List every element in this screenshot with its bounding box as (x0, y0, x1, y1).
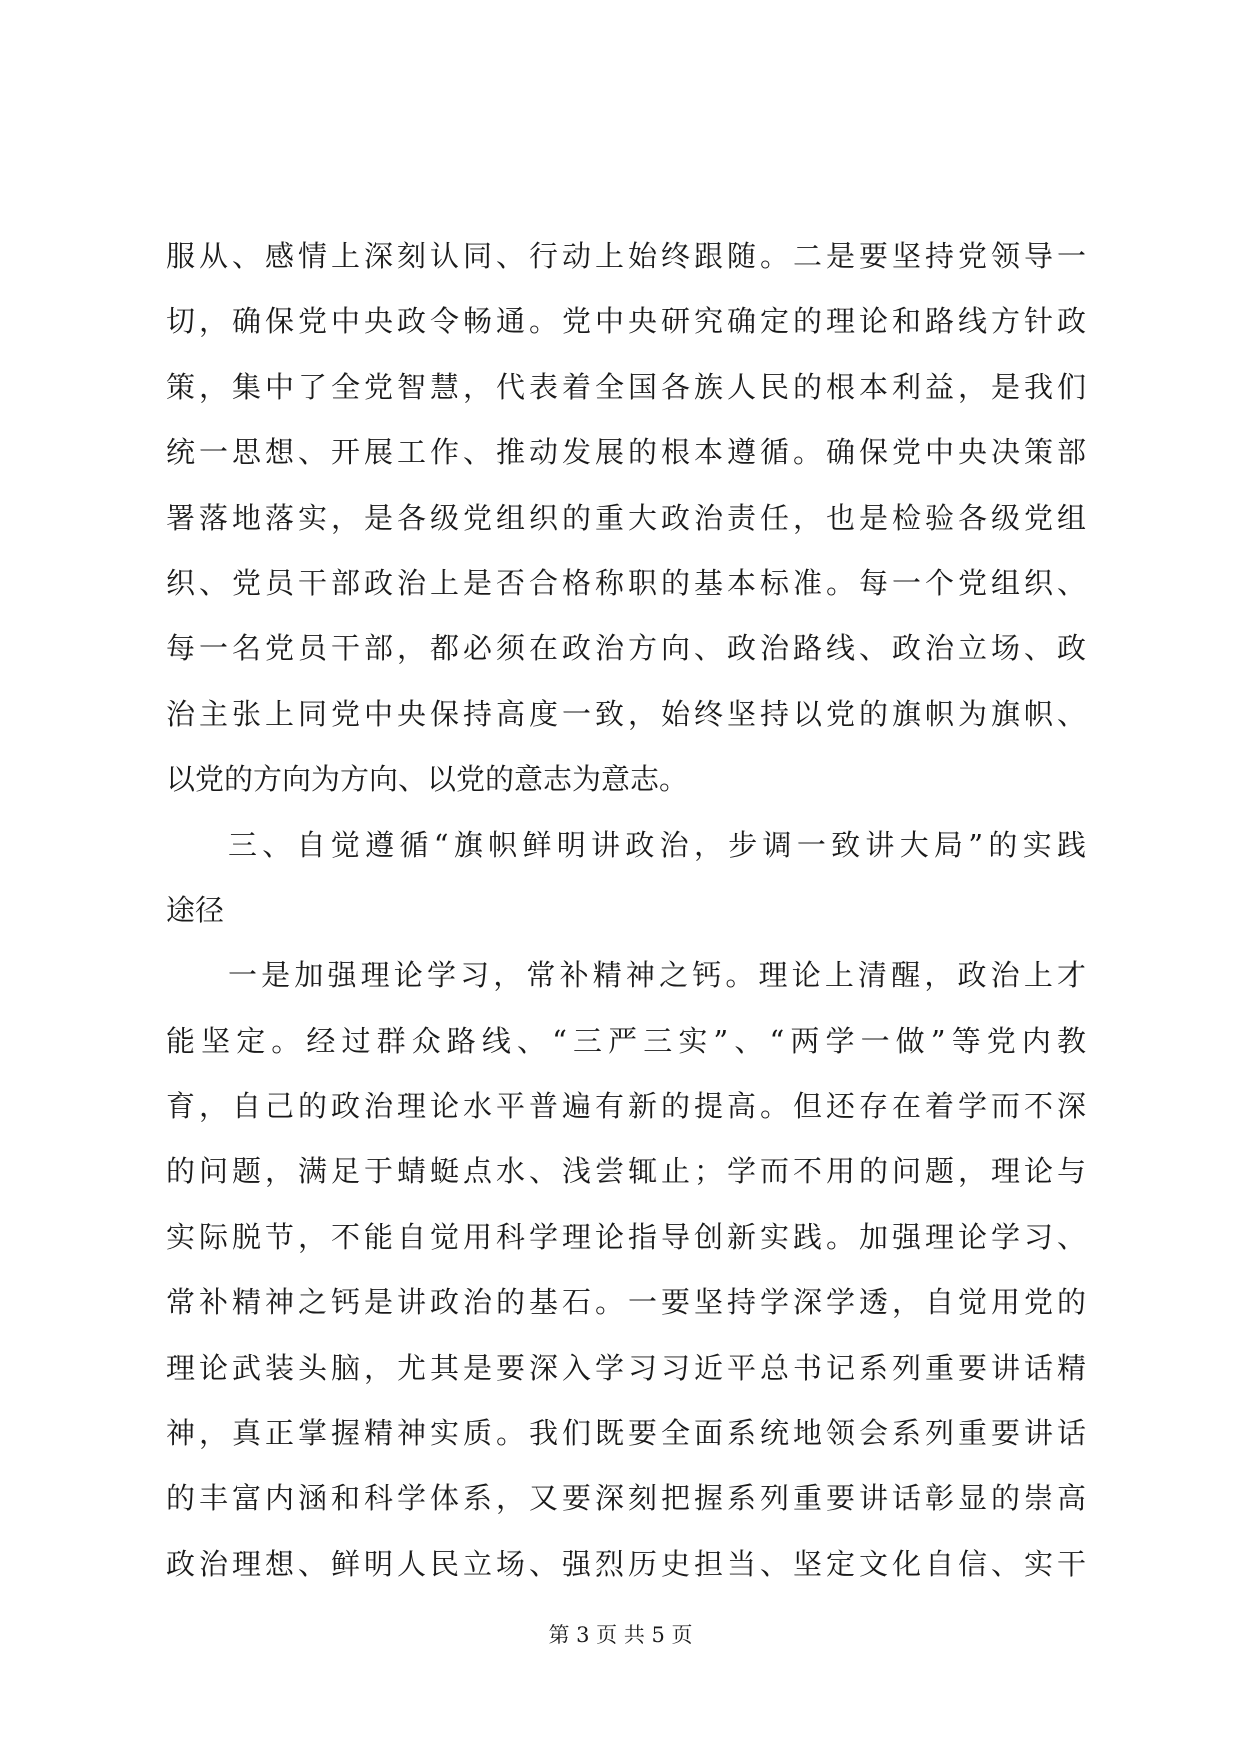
text-line (166, 878, 1086, 943)
text-line (166, 1009, 1093, 1074)
text-line (166, 1401, 1090, 1466)
body-text (166, 224, 1093, 1597)
text-line-content: 理论武装头脑，尤其是要深入学习习近平总书记系列重要讲话精 (166, 1350, 1090, 1385)
text-line (166, 1074, 1090, 1139)
text-line (166, 1270, 1090, 1335)
text-line-content: 途径 (166, 892, 225, 927)
text-line (166, 1336, 1090, 1401)
text-line (166, 420, 1090, 485)
text-line-content: 策，集中了全党智慧，代表着全国各族人民的根本利益，是我们 (166, 369, 1090, 404)
text-line-content: 神，真正掌握精神实质。我们既要全面系统地领会系列重要讲话 (166, 1416, 1090, 1451)
text-line (166, 1205, 1090, 1270)
text-line (166, 747, 1086, 812)
text-line (166, 616, 1090, 681)
text-line (166, 289, 1090, 354)
text-line-content: 的丰富内涵和科学体系，又要深刻把握系列重要讲话彰显的崇高 (166, 1481, 1090, 1516)
text-line-content: 能坚定。经过群众路线、“三严三实”、“两学一做”等党内教 (166, 1023, 1093, 1058)
text-line-content: 署落地落实，是各级党组织的重大政治责任，也是检验各级党组 (166, 500, 1090, 535)
text-line-content: 服从、感情上深刻认同、行动上始终跟随。二是要坚持党领导一 (166, 239, 1090, 273)
text-line (166, 1532, 1090, 1597)
text-line (166, 355, 1090, 420)
text-line-content: 政治理想、鲜明人民立场、强烈历史担当、坚定文化自信、实干 (166, 1546, 1090, 1581)
text-line-content: 切，确保党中央政令畅通。党中央研究确定的理论和路线方针政 (166, 304, 1090, 339)
text-line (166, 1139, 1090, 1204)
text-line (166, 551, 1090, 616)
text-line (166, 813, 1092, 878)
text-line (166, 682, 1090, 747)
text-line (166, 943, 1091, 1008)
text-line-content: 三、自觉遵循“旗帜鲜明讲政治，步调一致讲大局”的实践 (228, 827, 1092, 862)
text-line-content: 统一思想、开展工作、推动发展的根本遵循。确保党中央决策部 (166, 435, 1090, 470)
text-line-content: 的问题，满足于蜻蜓点水、浅尝辄止；学而不用的问题，理论与 (166, 1154, 1090, 1189)
page-footer: 第 3 页 共 5 页 (548, 1623, 693, 1647)
text-line-content: 常补精神之钙是讲政治的基石。一要坚持学深学透，自觉用党的 (166, 1285, 1090, 1320)
text-line-content: 实际脱节，不能自觉用科学理论指导创新实践。加强理论学习、 (166, 1219, 1090, 1254)
text-line (166, 1466, 1090, 1531)
text-line-content: 治主张上同党中央保持高度一致，始终坚持以党的旗帜为旗帜、 (166, 696, 1090, 731)
text-line-content: 每一名党员干部，都必须在政治方向、政治路线、政治立场、政 (166, 631, 1090, 666)
text-line-content: 织、党员干部政治上是否合格称职的基本标准。每一个党组织、 (166, 565, 1090, 600)
text-line-content: 一是加强理论学习，常补精神之钙。理论上清醒，政治上才 (228, 958, 1091, 993)
text-line-content: 以党的方向为方向、以党的意志为意志。 (166, 762, 689, 797)
text-line-content: 育，自己的政治理论水平普遍有新的提高。但还存在着学而不深 (166, 1089, 1090, 1124)
text-line (166, 224, 1090, 289)
text-line (166, 486, 1090, 551)
